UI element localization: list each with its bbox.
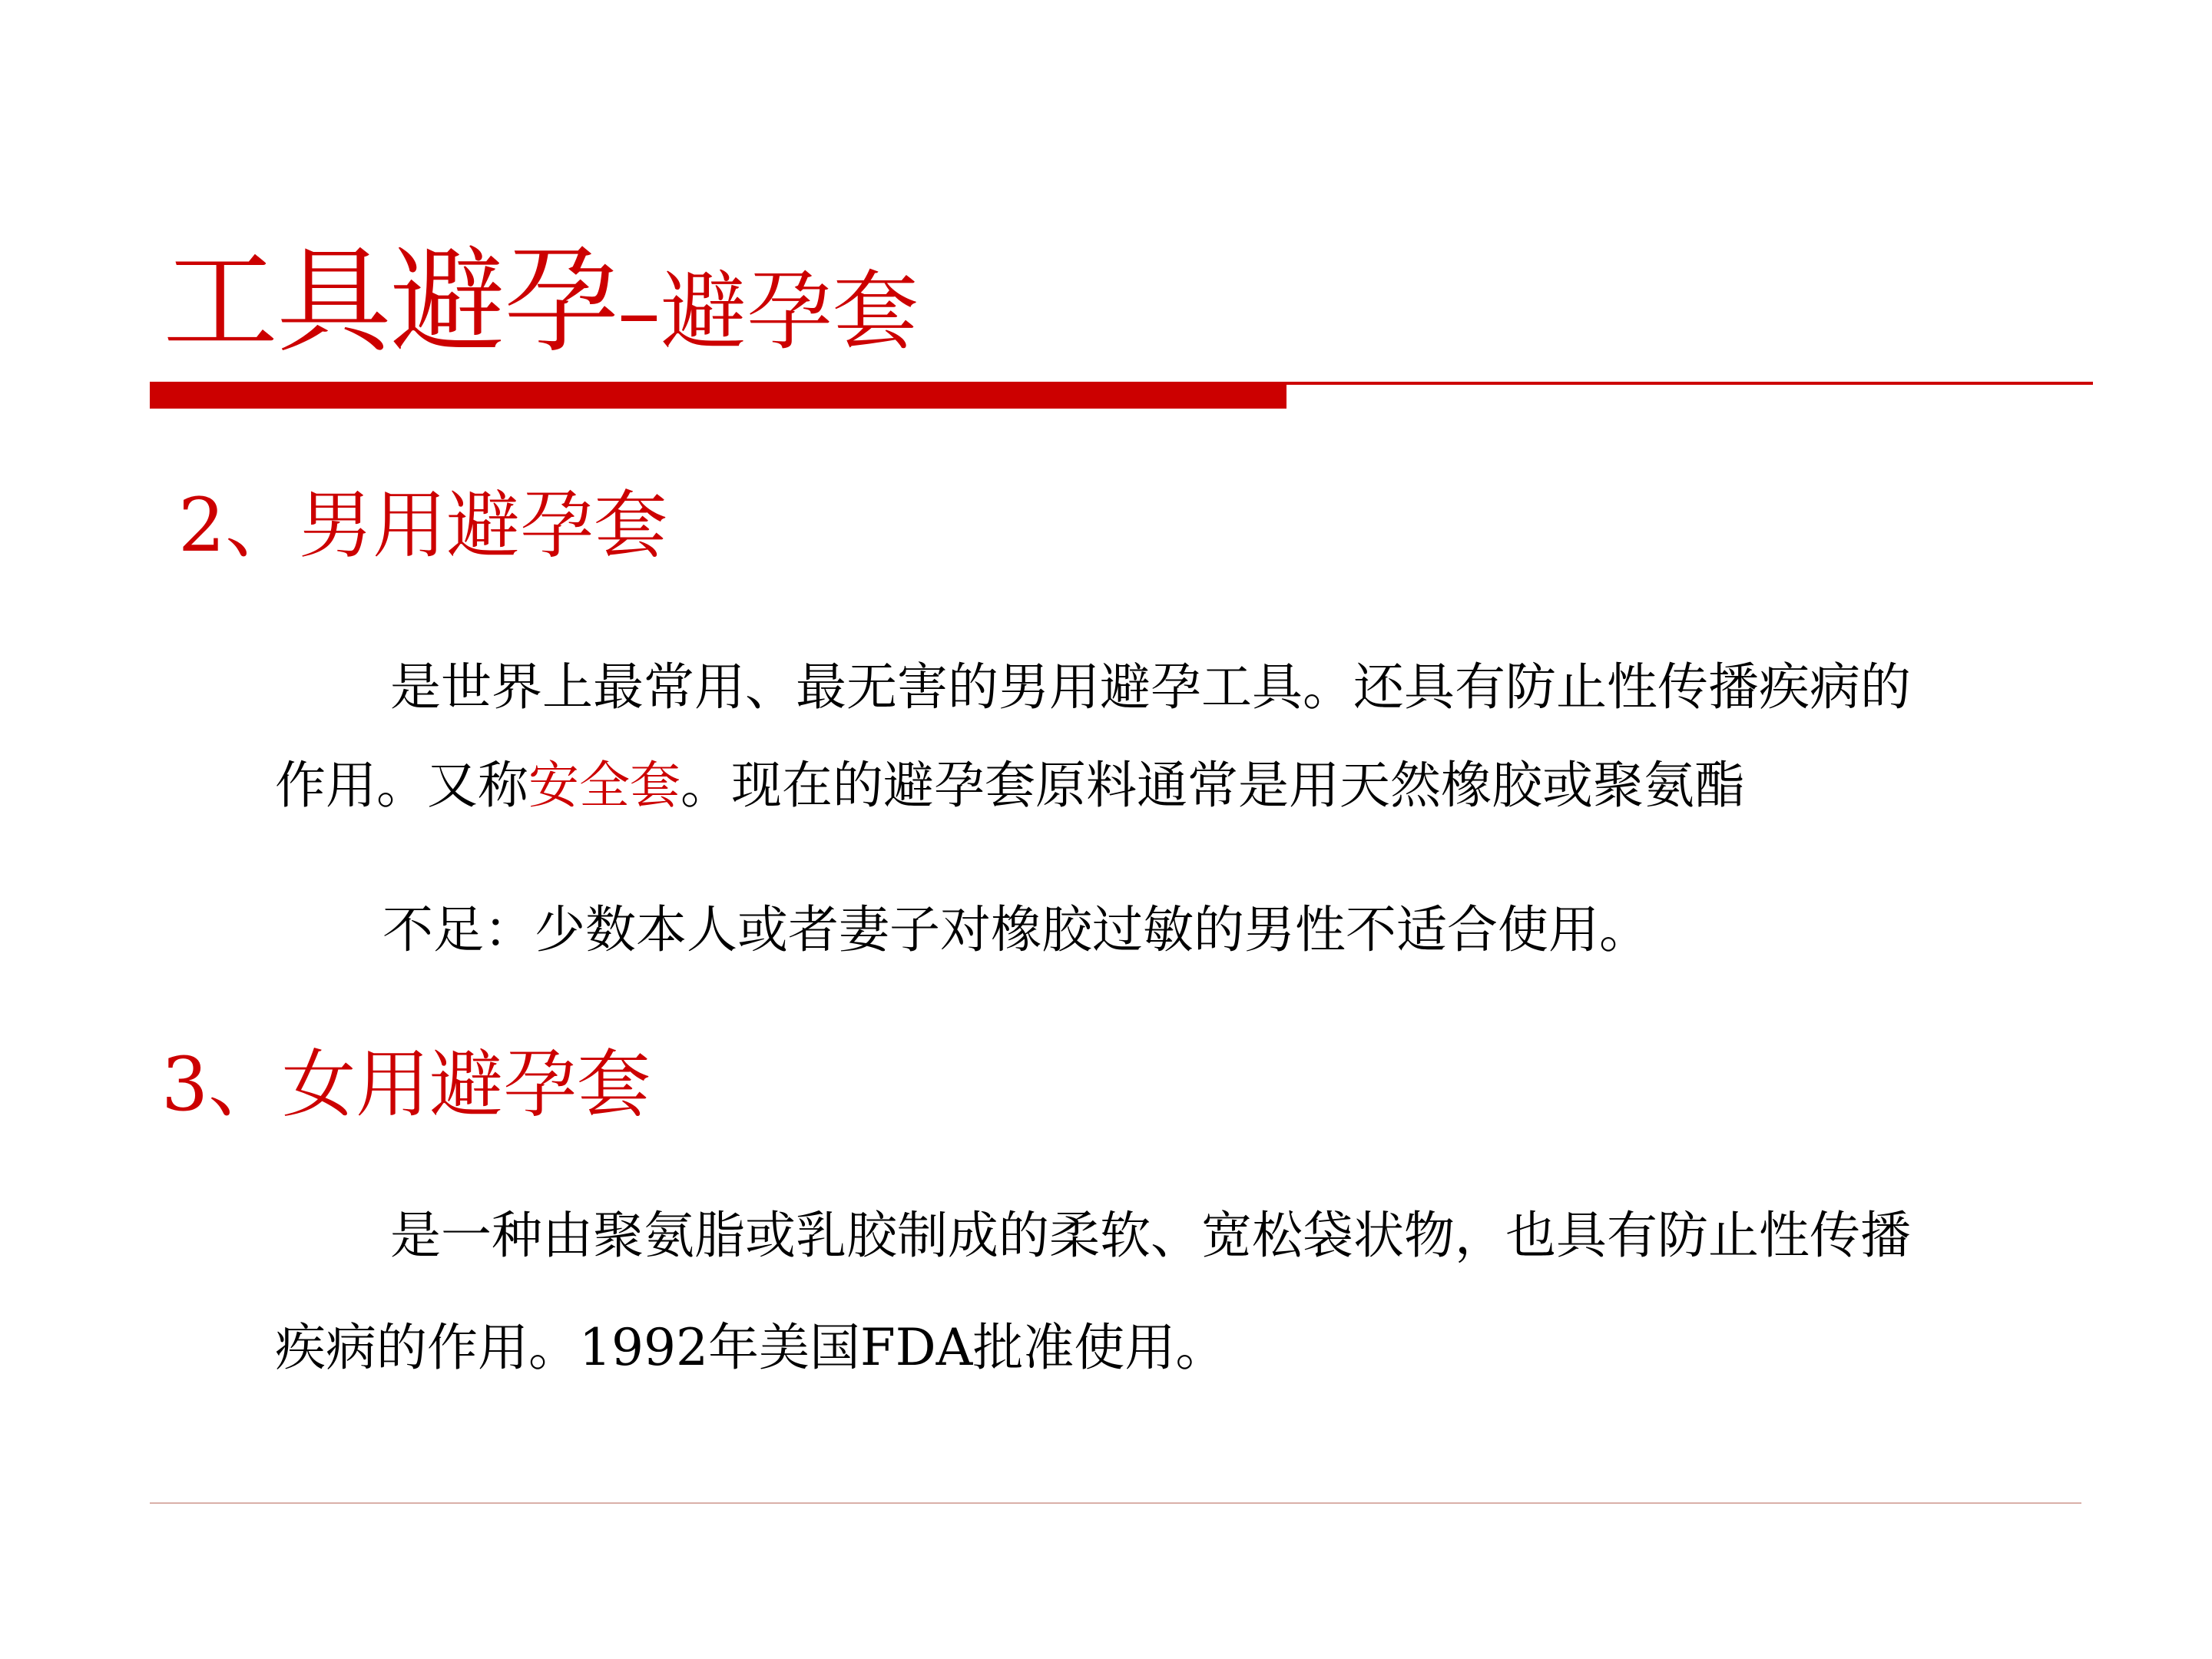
female-condom-description-line-1: 是一种由聚氨脂或乳胶制成的柔软、宽松袋状物，也具有防止性传播 [390,1206,1911,1265]
female-condom-description-line-2: 疾病的作用。1992年美国FDA批准使用。 [275,1318,1227,1377]
slide-title [163,235,919,369]
slide-title-main: 工具避孕 [163,235,618,369]
male-condom-drawback: 不足：少数本人或者妻子对橡胶过敏的男性不适合使用。 [382,900,1650,959]
male-condom-line-2-after: 。现在的避孕套原料通常是用天然橡胶或聚氨酯 [680,756,1745,815]
section-heading-female-condom: 3、女用避孕套 [161,1041,651,1128]
male-condom-line-2-before: 作用。又称 [275,756,528,815]
section-heading-male-condom: 2、男用避孕套 [178,482,668,568]
male-condom-description-line-2 [275,756,1745,815]
title-underline-thick [150,384,1286,409]
slide-title-sub: –避孕套 [618,262,919,362]
footer-divider [150,1502,2081,1504]
male-condom-description-line-1: 是世界上最常用、最无害的男用避孕工具。还具有防止性传播疾病的 [390,657,1911,717]
highlight-term-safety-condom: 安全套 [528,756,680,815]
